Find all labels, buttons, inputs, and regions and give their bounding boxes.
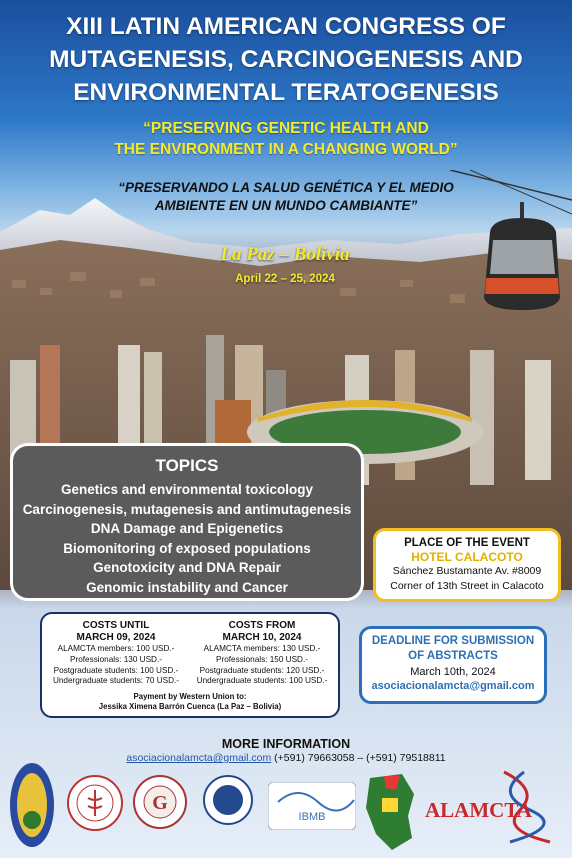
slogan-spanish	[0, 179, 572, 215]
topics-heading: TOPICS	[155, 456, 219, 475]
topic-item: DNA Damage and Epigenetics	[90, 521, 284, 536]
contact-phones: (+591) 79663058 – (+591) 79518811	[271, 752, 446, 764]
facultad-medicina-logo	[66, 774, 124, 832]
bolivia-map-logo	[362, 768, 418, 852]
alamcta-logo-text: ALAMCTA	[425, 798, 532, 822]
svg-text:G: G	[152, 792, 168, 814]
contact-email-link[interactable]: asociacionalamcta@gmail.com	[126, 752, 272, 764]
instituto-genetica-logo	[132, 774, 188, 830]
place-of-event-box	[373, 528, 561, 602]
topics-panel	[10, 443, 364, 601]
sponsor-logos	[0, 760, 572, 858]
topic-item: Carcinogenesis, mutagenesis and antimutagenesis	[22, 501, 352, 517]
address-line-2: Corner of 13th Street in Calacoto	[390, 580, 544, 592]
payment-recipient: Jessika Ximena Barrón Cuenca (La Paz – Bolivia)	[98, 702, 282, 711]
event-city: La Paz – Bolivia	[220, 244, 350, 265]
topic-item: Genomic instability and Cancer	[86, 579, 288, 595]
hotel-name: HOTEL CALACOTO	[411, 550, 523, 564]
cost-line: Postgraduate students: 120 USD.-	[199, 665, 325, 675]
ibmb-text: IBMB	[298, 811, 326, 823]
deadline-heading-1: DEADLINE FOR SUBMISSION	[371, 635, 535, 647]
costs-box	[40, 612, 340, 718]
payment-info	[42, 692, 338, 712]
slogan-english	[0, 118, 572, 160]
more-info-heading: MORE INFORMATION	[221, 737, 351, 751]
costs-from-heading: COSTS FROM	[228, 620, 296, 631]
slogan-es-line-1: “PRESERVANDO LA SALUD GENÉTICA Y EL MEDIO	[118, 180, 454, 195]
title-line-2: MUTAGENESIS, CARCINOGENESIS AND	[49, 46, 523, 73]
cost-line: ALAMCTA members: 100 USD.-	[57, 644, 175, 653]
university-seal-logo	[8, 760, 56, 850]
costs-until-date: MARCH 09, 2024	[76, 632, 156, 643]
topic-item: Genetics and environmental toxicology	[60, 482, 314, 497]
ibmb-logo	[268, 782, 356, 830]
deadline-heading-2: OF ABSTRACTS	[408, 650, 498, 662]
topic-item: Biomonitoring of exposed populations	[63, 540, 311, 556]
costs-until-column	[46, 620, 186, 687]
costs-from-column	[192, 620, 332, 687]
title-line-3: ENVIRONMENTAL TERATOGENESIS	[73, 79, 499, 106]
cost-line: Postgraduate students: 100 USD.-	[53, 665, 179, 675]
cost-line: Undergraduate students: 70 USD.-	[52, 676, 180, 686]
costs-until-heading: COSTS UNTIL	[82, 620, 150, 631]
topic-item: Genotoxicity and DNA Repair	[93, 560, 281, 575]
cost-line: Professionals: 150 USD.-	[216, 654, 308, 664]
slogan-es-line-2: AMBIENTE EN UN MUNDO CAMBIANTE”	[154, 198, 418, 213]
slogan-en-line-2: THE ENVIRONMENT IN A CHANGING WORLD”	[114, 141, 458, 158]
cost-line: ALAMCTA members: 130 USD.-	[203, 644, 321, 653]
deadline-date: March 10th, 2024	[410, 666, 496, 678]
cost-line: Professionals: 130 USD.-	[70, 654, 162, 664]
deadline-box	[359, 626, 547, 704]
deadline-email[interactable]: asociacionalamcta@gmail.com	[371, 680, 535, 692]
costs-from-date: MARCH 10, 2024	[222, 632, 302, 643]
address-line-1: Sánchez Bustamante Av. #8009	[392, 565, 542, 577]
slogan-en-line-1: “PRESERVING GENETIC HEALTH AND	[143, 120, 429, 137]
title-line-1: XIII LATIN AMERICAN CONGRESS OF	[66, 13, 506, 40]
event-dates: April 22 – 25, 2024	[235, 273, 335, 285]
cost-line: Undergraduate students: 100 USD.-	[196, 676, 328, 686]
umsa-research-logo	[196, 774, 260, 830]
place-heading: PLACE OF THE EVENT	[404, 537, 530, 549]
congress-title	[0, 10, 572, 109]
payment-method: Payment by Western Union to:	[133, 692, 247, 701]
